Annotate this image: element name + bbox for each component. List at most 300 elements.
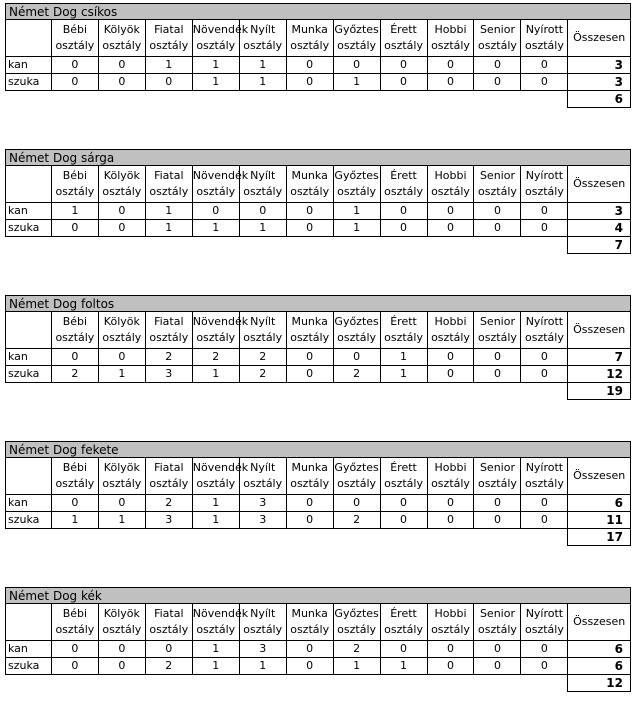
row-label: szuka [6, 74, 52, 91]
column-header [286, 166, 333, 203]
empty-cell [51, 91, 98, 108]
column-header [333, 458, 380, 495]
table-title: Német Dog sárga [5, 149, 631, 166]
grand-total-row [6, 675, 631, 692]
row-total-cell: 3 [568, 203, 631, 220]
column-header [333, 312, 380, 349]
corner-cell [6, 166, 52, 203]
grand-total-cell: 19 [568, 383, 631, 400]
empty-cell [239, 529, 286, 546]
count-cell: 0 [427, 203, 474, 220]
column-header-line: Bébi [62, 607, 88, 620]
column-header-line: osztály [337, 331, 377, 344]
total-column-header: Összesen [568, 20, 631, 57]
column-header-line: Nyílt [250, 461, 276, 474]
column-header-line: osztály [196, 623, 236, 636]
empty-cell [380, 237, 427, 254]
count-cell: 0 [474, 57, 521, 74]
count-cell: 0 [51, 74, 98, 91]
column-header [380, 166, 427, 203]
empty-cell [380, 529, 427, 546]
count-cell: 0 [380, 220, 427, 237]
empty-cell [380, 675, 427, 692]
column-header-line: Növendék [192, 315, 249, 328]
count-cell: 0 [286, 495, 333, 512]
count-cell: 2 [192, 349, 239, 366]
count-cell: 0 [474, 658, 521, 675]
count-cell: 1 [192, 512, 239, 529]
count-cell: 0 [474, 74, 521, 91]
column-header [474, 458, 521, 495]
row-total-cell: 4 [568, 220, 631, 237]
column-header-line: osztály [524, 185, 564, 198]
count-cell: 0 [521, 366, 568, 383]
table-title: Német Dog fekete [5, 441, 631, 458]
count-cell: 1 [98, 512, 145, 529]
column-header-line: Nyírott [525, 607, 564, 620]
column-header-line: osztály [102, 623, 142, 636]
count-cell: 0 [98, 203, 145, 220]
count-cell: 0 [380, 495, 427, 512]
column-header [380, 458, 427, 495]
count-cell: 0 [474, 641, 521, 658]
grand-total-cell: 6 [568, 91, 631, 108]
column-header [521, 604, 568, 641]
column-header-line: osztály [55, 331, 95, 344]
empty-cell [333, 675, 380, 692]
empty-cell [98, 237, 145, 254]
count-cell: 0 [521, 641, 568, 658]
column-header-line: osztály [478, 623, 517, 636]
column-header [333, 20, 380, 57]
column-header-line: osztály [337, 185, 377, 198]
column-header-line: Fiatal [154, 315, 184, 328]
count-cell: 0 [474, 349, 521, 366]
column-header-line: osztály [384, 477, 423, 490]
corner-cell [6, 604, 52, 641]
count-cell: 0 [51, 57, 98, 74]
count-cell: 0 [192, 203, 239, 220]
column-header-line: Kölyök [103, 169, 140, 182]
column-header [98, 166, 145, 203]
table-title: Német Dog csíkos [5, 3, 631, 20]
empty-cell [474, 237, 521, 254]
empty-cell [51, 675, 98, 692]
column-header-line: osztály [431, 477, 470, 490]
empty-cell [474, 91, 521, 108]
column-header-line: Növendék [192, 23, 249, 36]
empty-cell [286, 237, 333, 254]
empty-cell [474, 529, 521, 546]
column-header-line: osztály [102, 39, 142, 52]
column-header [333, 604, 380, 641]
column-header-line: osztály [196, 477, 236, 490]
column-header-line: Fiatal [154, 461, 184, 474]
count-cell: 1 [192, 658, 239, 675]
count-cell: 0 [521, 57, 568, 74]
count-cell: 0 [145, 641, 192, 658]
column-header [427, 312, 474, 349]
row-total-cell: 6 [568, 658, 631, 675]
column-header-line: osztály [431, 331, 470, 344]
column-header [286, 604, 333, 641]
total-column-header: Összesen [568, 166, 631, 203]
column-header-line: osztály [243, 39, 283, 52]
column-header-line: Fiatal [154, 169, 184, 182]
empty-cell [6, 675, 52, 692]
empty-cell [51, 529, 98, 546]
column-header-line: osztály [337, 39, 377, 52]
count-cell: 0 [333, 349, 380, 366]
column-header-line: osztály [149, 331, 189, 344]
count-cell: 1 [192, 495, 239, 512]
count-cell: 0 [286, 641, 333, 658]
empty-cell [521, 91, 568, 108]
row-total-cell: 3 [568, 74, 631, 91]
table-row [6, 74, 631, 91]
column-header-line: osztály [102, 331, 142, 344]
count-cell: 0 [239, 203, 286, 220]
count-cell: 0 [427, 220, 474, 237]
empty-cell [98, 383, 145, 400]
count-cell: 0 [98, 220, 145, 237]
empty-cell [521, 529, 568, 546]
empty-cell [192, 383, 239, 400]
empty-cell [286, 675, 333, 692]
count-cell: 0 [98, 495, 145, 512]
count-cell: 0 [427, 74, 474, 91]
row-label: kan [6, 495, 52, 512]
header-row [6, 166, 631, 203]
column-header-line: Senior [479, 607, 515, 620]
column-header-line: osztály [478, 331, 517, 344]
column-header-line: Győztes [334, 169, 379, 182]
empty-cell [6, 91, 52, 108]
corner-cell [6, 312, 52, 349]
empty-cell [333, 91, 380, 108]
column-header [427, 20, 474, 57]
count-cell: 0 [286, 366, 333, 383]
column-header [51, 20, 98, 57]
count-cell: 0 [286, 203, 333, 220]
column-header [98, 604, 145, 641]
count-cell: 1 [192, 641, 239, 658]
count-cell: 0 [427, 349, 474, 366]
table-row [6, 512, 631, 529]
column-header [51, 604, 98, 641]
column-header-line: Érett [390, 461, 417, 474]
column-header-line: Hobbi [434, 315, 467, 328]
count-cell: 0 [474, 495, 521, 512]
empty-cell [98, 91, 145, 108]
count-cell: 1 [145, 220, 192, 237]
count-cell: 1 [380, 658, 427, 675]
count-cell: 0 [474, 203, 521, 220]
column-header [145, 312, 192, 349]
count-cell: 0 [51, 641, 98, 658]
column-header-line: Bébi [62, 169, 88, 182]
count-cell: 0 [333, 57, 380, 74]
empty-cell [474, 675, 521, 692]
column-header [51, 458, 98, 495]
count-cell: 2 [145, 349, 192, 366]
count-cell: 0 [286, 349, 333, 366]
column-header-line: Bébi [62, 23, 88, 36]
total-column-header: Összesen [568, 458, 631, 495]
column-header [145, 20, 192, 57]
row-label: kan [6, 641, 52, 658]
count-cell: 0 [51, 349, 98, 366]
column-header-line: osztály [524, 331, 564, 344]
empty-cell [192, 91, 239, 108]
grand-total-cell: 12 [568, 675, 631, 692]
header-row [6, 458, 631, 495]
column-header [192, 312, 249, 349]
column-header-line: Győztes [334, 23, 379, 36]
count-cell: 0 [286, 220, 333, 237]
count-cell: 0 [521, 220, 568, 237]
row-total-cell: 3 [568, 57, 631, 74]
count-cell: 2 [333, 512, 380, 529]
empty-cell [286, 529, 333, 546]
table-row [6, 349, 631, 366]
empty-cell [380, 383, 427, 400]
count-cell: 1 [192, 57, 239, 74]
column-header [521, 458, 568, 495]
table-row [6, 641, 631, 658]
count-cell: 1 [333, 658, 380, 675]
empty-cell [286, 91, 333, 108]
count-cell: 0 [474, 220, 521, 237]
table-title: Német Dog foltos [5, 295, 631, 312]
column-header-line: Győztes [334, 315, 379, 328]
count-cell: 0 [286, 658, 333, 675]
empty-cell [333, 237, 380, 254]
count-cell: 0 [521, 349, 568, 366]
column-header-line: Hobbi [434, 23, 467, 36]
count-cell: 0 [427, 366, 474, 383]
column-header-line: Bébi [62, 461, 88, 474]
count-cell: 0 [380, 203, 427, 220]
empty-cell [333, 383, 380, 400]
class-count-table [5, 19, 631, 108]
count-cell: 0 [380, 74, 427, 91]
column-header-line: Nyílt [250, 169, 276, 182]
table-row [6, 203, 631, 220]
column-header [474, 20, 521, 57]
class-count-table [5, 311, 631, 400]
empty-cell [239, 675, 286, 692]
column-header [192, 458, 249, 495]
empty-cell [6, 237, 52, 254]
column-header [286, 20, 333, 57]
row-total-cell: 6 [568, 641, 631, 658]
row-label: szuka [6, 512, 52, 529]
column-header-line: osztály [55, 623, 95, 636]
empty-cell [239, 91, 286, 108]
column-header-line: osztály [290, 477, 330, 490]
column-header-line: Fiatal [154, 23, 184, 36]
count-cell: 1 [192, 366, 239, 383]
column-header-line: Nyílt [250, 23, 276, 36]
column-header-line: osztály [524, 39, 564, 52]
column-header-line: osztály [243, 477, 283, 490]
row-label: szuka [6, 658, 52, 675]
grand-total-row [6, 91, 631, 108]
column-header-line: osztály [149, 39, 189, 52]
column-header [521, 166, 568, 203]
empty-cell [427, 529, 474, 546]
empty-cell [51, 237, 98, 254]
count-cell: 3 [145, 366, 192, 383]
header-row [6, 312, 631, 349]
column-header-line: Érett [390, 607, 417, 620]
column-header-line: Érett [390, 23, 417, 36]
count-cell: 0 [145, 74, 192, 91]
row-total-cell: 6 [568, 495, 631, 512]
breed-table-block [5, 3, 631, 108]
breed-table-block [5, 295, 631, 400]
column-header-line: Kölyök [103, 315, 140, 328]
column-header-line: osztály [149, 477, 189, 490]
column-header [51, 166, 98, 203]
empty-cell [192, 237, 239, 254]
empty-cell [474, 383, 521, 400]
count-cell: 1 [145, 203, 192, 220]
column-header-line: osztály [290, 185, 330, 198]
column-header-line: Nyílt [250, 607, 276, 620]
header-row [6, 604, 631, 641]
table-row [6, 495, 631, 512]
count-cell: 1 [380, 366, 427, 383]
corner-cell [6, 458, 52, 495]
column-header [98, 312, 145, 349]
count-cell: 2 [51, 366, 98, 383]
column-header-line: Hobbi [434, 169, 467, 182]
column-header-line: osztály [337, 477, 377, 490]
column-header [521, 20, 568, 57]
empty-cell [380, 91, 427, 108]
class-count-table [5, 457, 631, 546]
column-header [474, 166, 521, 203]
column-header-line: osztály [290, 39, 330, 52]
count-cell: 0 [51, 495, 98, 512]
table-row [6, 366, 631, 383]
column-header-line: osztály [102, 477, 142, 490]
empty-cell [145, 91, 192, 108]
column-header [427, 604, 474, 641]
column-header-line: Győztes [334, 607, 379, 620]
count-cell: 0 [521, 203, 568, 220]
column-header-line: Érett [390, 169, 417, 182]
count-cell: 1 [98, 366, 145, 383]
column-header-line: osztály [55, 477, 95, 490]
empty-cell [239, 237, 286, 254]
total-column-header: Összesen [568, 312, 631, 349]
count-cell: 0 [286, 74, 333, 91]
count-cell: 0 [98, 641, 145, 658]
breed-table-block [5, 441, 631, 546]
count-cell: 0 [380, 57, 427, 74]
count-cell: 0 [98, 74, 145, 91]
column-header-line: osztály [196, 331, 236, 344]
row-total-cell: 7 [568, 349, 631, 366]
column-header-line: osztály [337, 623, 377, 636]
column-header-line: osztály [524, 623, 564, 636]
column-header-line: osztály [478, 477, 517, 490]
column-header [145, 604, 192, 641]
empty-cell [521, 383, 568, 400]
column-header [286, 312, 333, 349]
column-header [474, 604, 521, 641]
count-cell: 3 [239, 641, 286, 658]
count-cell: 0 [286, 57, 333, 74]
count-cell: 0 [98, 658, 145, 675]
count-cell: 0 [427, 658, 474, 675]
row-label: szuka [6, 220, 52, 237]
column-header-line: Érett [390, 315, 417, 328]
column-header [333, 166, 380, 203]
column-header-line: osztály [384, 39, 423, 52]
empty-cell [427, 91, 474, 108]
row-label: kan [6, 57, 52, 74]
count-cell: 0 [51, 220, 98, 237]
count-cell: 0 [51, 658, 98, 675]
grand-total-cell: 17 [568, 529, 631, 546]
empty-cell [51, 383, 98, 400]
grand-total-row [6, 529, 631, 546]
count-cell: 1 [51, 203, 98, 220]
column-header-line: Munka [291, 169, 328, 182]
column-header [286, 458, 333, 495]
count-cell: 1 [239, 220, 286, 237]
column-header [474, 312, 521, 349]
column-header [98, 458, 145, 495]
empty-cell [6, 383, 52, 400]
empty-cell [98, 529, 145, 546]
empty-cell [145, 237, 192, 254]
corner-cell [6, 20, 52, 57]
column-header-line: Növendék [192, 607, 249, 620]
count-cell: 0 [427, 641, 474, 658]
column-header-line: Senior [479, 315, 515, 328]
empty-cell [333, 529, 380, 546]
count-cell: 0 [286, 512, 333, 529]
empty-cell [145, 383, 192, 400]
row-label: szuka [6, 366, 52, 383]
count-cell: 0 [98, 57, 145, 74]
column-header-line: osztály [196, 185, 236, 198]
column-header-line: osztály [384, 623, 423, 636]
column-header-line: osztály [243, 623, 283, 636]
empty-cell [145, 529, 192, 546]
column-header-line: osztály [55, 39, 95, 52]
column-header-line: Munka [291, 315, 328, 328]
column-header-line: osztály [478, 185, 517, 198]
count-cell: 1 [51, 512, 98, 529]
column-header-line: Hobbi [434, 607, 467, 620]
table-row [6, 658, 631, 675]
column-header [98, 20, 145, 57]
column-header [380, 604, 427, 641]
column-header-line: osztály [102, 185, 142, 198]
column-header-line: osztály [384, 185, 423, 198]
empty-cell [192, 529, 239, 546]
header-row [6, 20, 631, 57]
row-label: kan [6, 349, 52, 366]
column-header-line: osztály [196, 39, 236, 52]
count-cell: 1 [192, 74, 239, 91]
